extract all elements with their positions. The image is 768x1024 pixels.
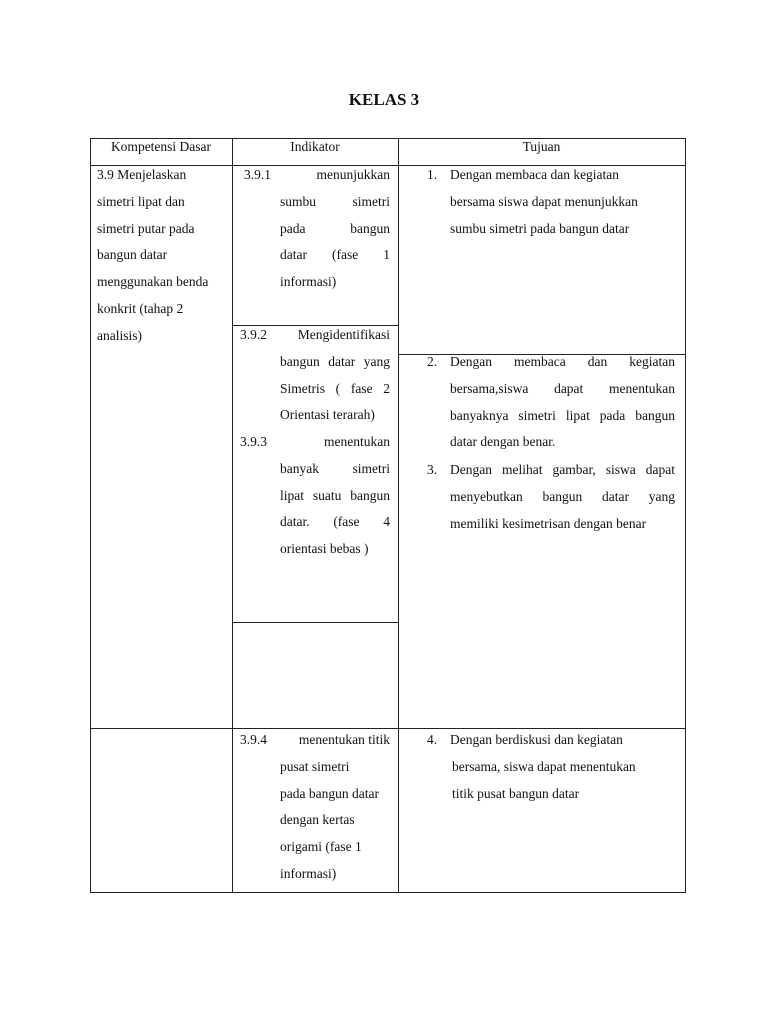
indicator-text: pusat simetri [280,758,350,774]
indicator-text: origami (fase 1 [280,839,362,855]
kd-line: analisis) [97,327,142,343]
indicator-text: informasi) [280,866,337,881]
header-indikator: Indikator [290,139,340,154]
tujuan-text: banyaknya simetri lipat pada bangun [450,407,675,423]
tujuan-text: Dengan berdiskusi dan kegiatan [450,732,623,747]
indicator-text: sumbu simetri [280,193,390,209]
indicator-text: lipat suatu bangun [280,487,390,503]
tujuan-text: Dengan melihat gambar, siswa dapat [450,462,675,477]
header-tujuan: Tujuan [522,139,561,154]
indicator-text: banyak simetri [280,460,390,476]
tujuan-text: bersama, siswa dapat menentukan [452,758,636,774]
indicator-number: 3.9.4 [240,732,267,747]
tujuan-text: memiliki kesimetrisan dengan benar [450,515,647,531]
indicator-number: 3.9.3 [240,434,267,449]
indicator-text: pada bangun [280,220,390,236]
tujuan-number: 3. [427,462,438,477]
indicator-text: Simetris ( fase 2 [280,380,390,396]
kd-line: simetri putar pada [97,220,195,236]
tujuan-text: titik pusat bangun datar [452,785,580,801]
tujuan-text: menyebutkan bangun datar yang [450,488,675,504]
indicator-text: orientasi bebas ) [280,541,369,557]
indicator-number: 3.9.1 [244,167,271,182]
tujuan-number: 4. [427,732,438,747]
kd-line: simetri lipat dan [97,193,185,209]
tujuan-text: Dengan membaca dan kegiatan [450,354,675,369]
tujuan-text: bersama,siswa dapat menentukan [450,380,675,396]
page-title: KELAS 3 [348,90,420,109]
indicator-text: informasi) [280,274,337,290]
tujuan-text: bersama siswa dapat menunjukkan [450,193,638,209]
tujuan-text: Dengan membaca dan kegiatan [450,167,620,182]
row-divider [90,728,686,729]
col-divider [398,138,399,893]
table-border-bottom [90,892,686,893]
row-divider [232,622,398,623]
indicator-text: bangun datar yang [280,353,390,369]
indicator-text: menentukan [324,434,390,449]
header-kompetensi: Kompetensi Dasar [110,139,212,154]
indicator-text: menentukan titik [298,732,390,747]
col-divider [232,138,233,893]
tujuan-number: 2. [427,354,438,369]
tujuan-number: 1. [427,167,438,182]
table-border-right [685,138,686,893]
indicator-text: Orientasi terarah) [280,407,375,423]
tujuan-text: sumbu simetri pada bangun datar [450,220,630,236]
indicator-text: datar (fase 1 [280,247,390,263]
table-border-left [90,138,91,893]
indicator-text: Mengidentifikasi [297,327,390,342]
indicator-text: pada bangun datar [280,785,379,801]
indicator-text: datar. (fase 4 [280,514,390,530]
kd-line: menggunakan benda [97,274,209,290]
kd-line: bangun datar [97,247,168,263]
indicator-text: dengan kertas [280,812,355,828]
kd-line: 3.9 Menjelaskan [97,167,187,182]
indicator-number: 3.9.2 [240,327,267,342]
indicator-text: menunjukkan [316,167,390,182]
tujuan-text: datar dengan benar. [450,434,556,450]
kd-line: konkrit (tahap 2 [97,301,184,316]
